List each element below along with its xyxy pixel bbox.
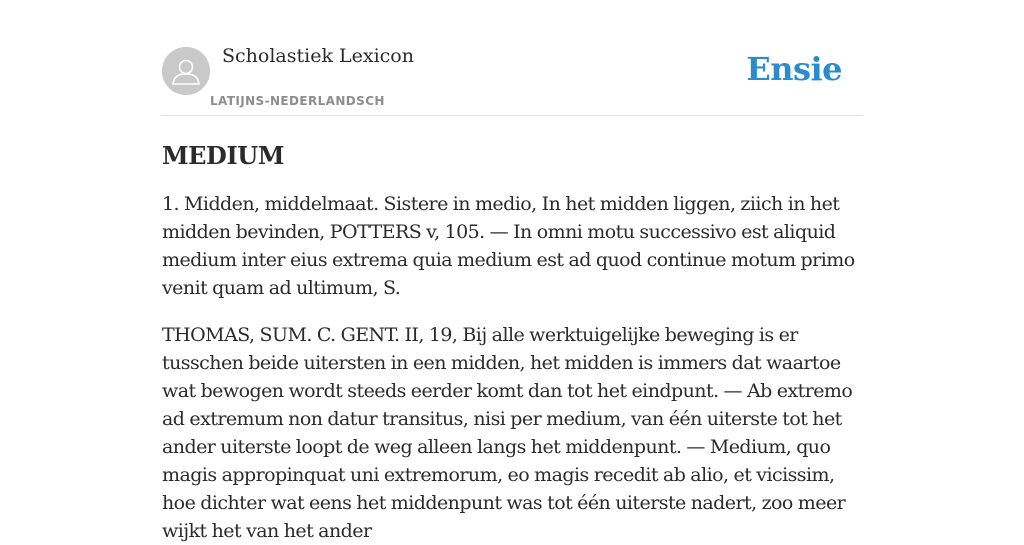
entry-paragraph: 1. Midden, middelmaat. Sistere in medio, In het midden liggen, ziich in het midden bevinden, POTTERS v, 105. — In omni motu successivo est aliquid medium inter eius extrema quia medium est ad quod continue motum primo venit quam ad ultimum, S.	[162, 193, 855, 299]
entry-paragraph: THOMAS, SUM. C. GENT. II, 19, Bij alle werktuigelijke beweging is er tusschen beide uitersten in een midden, het midden is immers dat waartoe wat bewogen wordt steeds eerder komt dan tot het eindpunt. — Ab extremo ad extremum non datur transitus, nisi per medium, van één uiterste tot het ander uiterste loopt de weg alleen langs het middenpunt. — Medium, quo magis appropinquat uni extremorum, eo magis recedit ab alio, et vicissim, hoe dichter wat eens het middenpunt was tot één uiterste nadert, zoo meer wijkt het van het ander	[162, 324, 853, 542]
dictionary-title[interactable]: Scholastiek Lexicon	[222, 45, 414, 67]
user-silhouette-icon[interactable]	[162, 47, 210, 95]
entry-headword: MEDIUM	[162, 141, 284, 170]
dictionary-subtitle: LATIJNS-NEDERLANDSCH	[210, 94, 385, 108]
entry-content	[162, 116, 862, 545]
header	[162, 0, 862, 116]
ensie-logo[interactable]: Ensie	[746, 50, 842, 88]
page	[162, 0, 862, 545]
